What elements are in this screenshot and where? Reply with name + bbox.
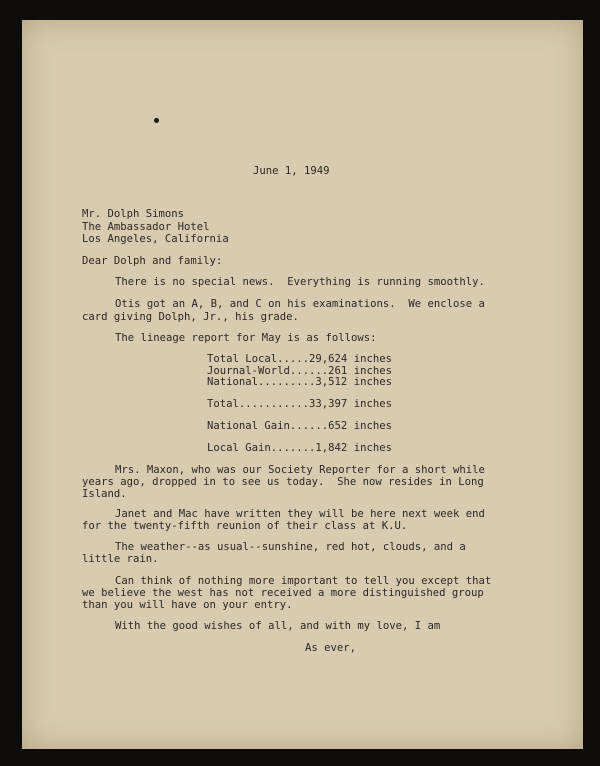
lineage-national: National.........3,512 inches	[207, 376, 392, 388]
letter-date: June 1, 1949	[253, 165, 330, 177]
recipient-name: Mr. Dolph Simons	[82, 208, 185, 220]
lineage-journal-world: Journal-World......261 inches	[207, 365, 392, 377]
paragraph-maxon-line-1: Mrs. Maxon, who was our Society Reporter for a short while	[115, 464, 485, 476]
lineage-total-local: Total Local.....29,624 inches	[207, 353, 392, 365]
paragraph-maxon-line-3: Island.	[82, 488, 127, 500]
lineage-national-gain: National Gain......652 inches	[207, 420, 392, 432]
paragraph-news: There is no special news. Everything is running smoothly.	[115, 276, 485, 288]
paragraph-entry-line-1: Can think of nothing more important to tell you except that	[115, 575, 492, 587]
paragraph-lineage-intro: The lineage report for May is as follows:	[115, 332, 377, 344]
paragraph-weather-line-1: The weather--as usual--sunshine, red hot, clouds, and a	[115, 541, 466, 553]
paragraph-wishes: With the good wishes of all, and with my love, I am	[115, 620, 441, 632]
paragraph-reunion-line-1: Janet and Mac have written they will be here next week end	[115, 508, 485, 520]
salutation: Dear Dolph and family:	[82, 255, 223, 267]
lineage-local-gain: Local Gain.......1,842 inches	[207, 442, 392, 454]
recipient-hotel: The Ambassador Hotel	[82, 221, 210, 233]
paragraph-entry-line-3: than you will have on your entry.	[82, 599, 293, 611]
ink-dot	[154, 118, 159, 123]
paragraph-exams-line-2: card giving Dolph, Jr., his grade.	[82, 311, 299, 323]
paragraph-maxon-line-2: years ago, dropped in to see us today. She now resides in Long	[82, 476, 484, 488]
paragraph-entry-line-2: we believe the west has not received a more distinguished group	[82, 587, 484, 599]
recipient-city: Los Angeles, California	[82, 233, 229, 245]
paragraph-reunion-line-2: for the twenty-fifth reunion of their class at K.U.	[82, 520, 408, 532]
lineage-total: Total...........33,397 inches	[207, 398, 392, 410]
closing: As ever,	[305, 642, 357, 654]
paragraph-exams-line-1: Otis got an A, B, and C on his examinations. We enclose a	[115, 298, 485, 310]
paragraph-weather-line-2: little rain.	[82, 553, 159, 565]
